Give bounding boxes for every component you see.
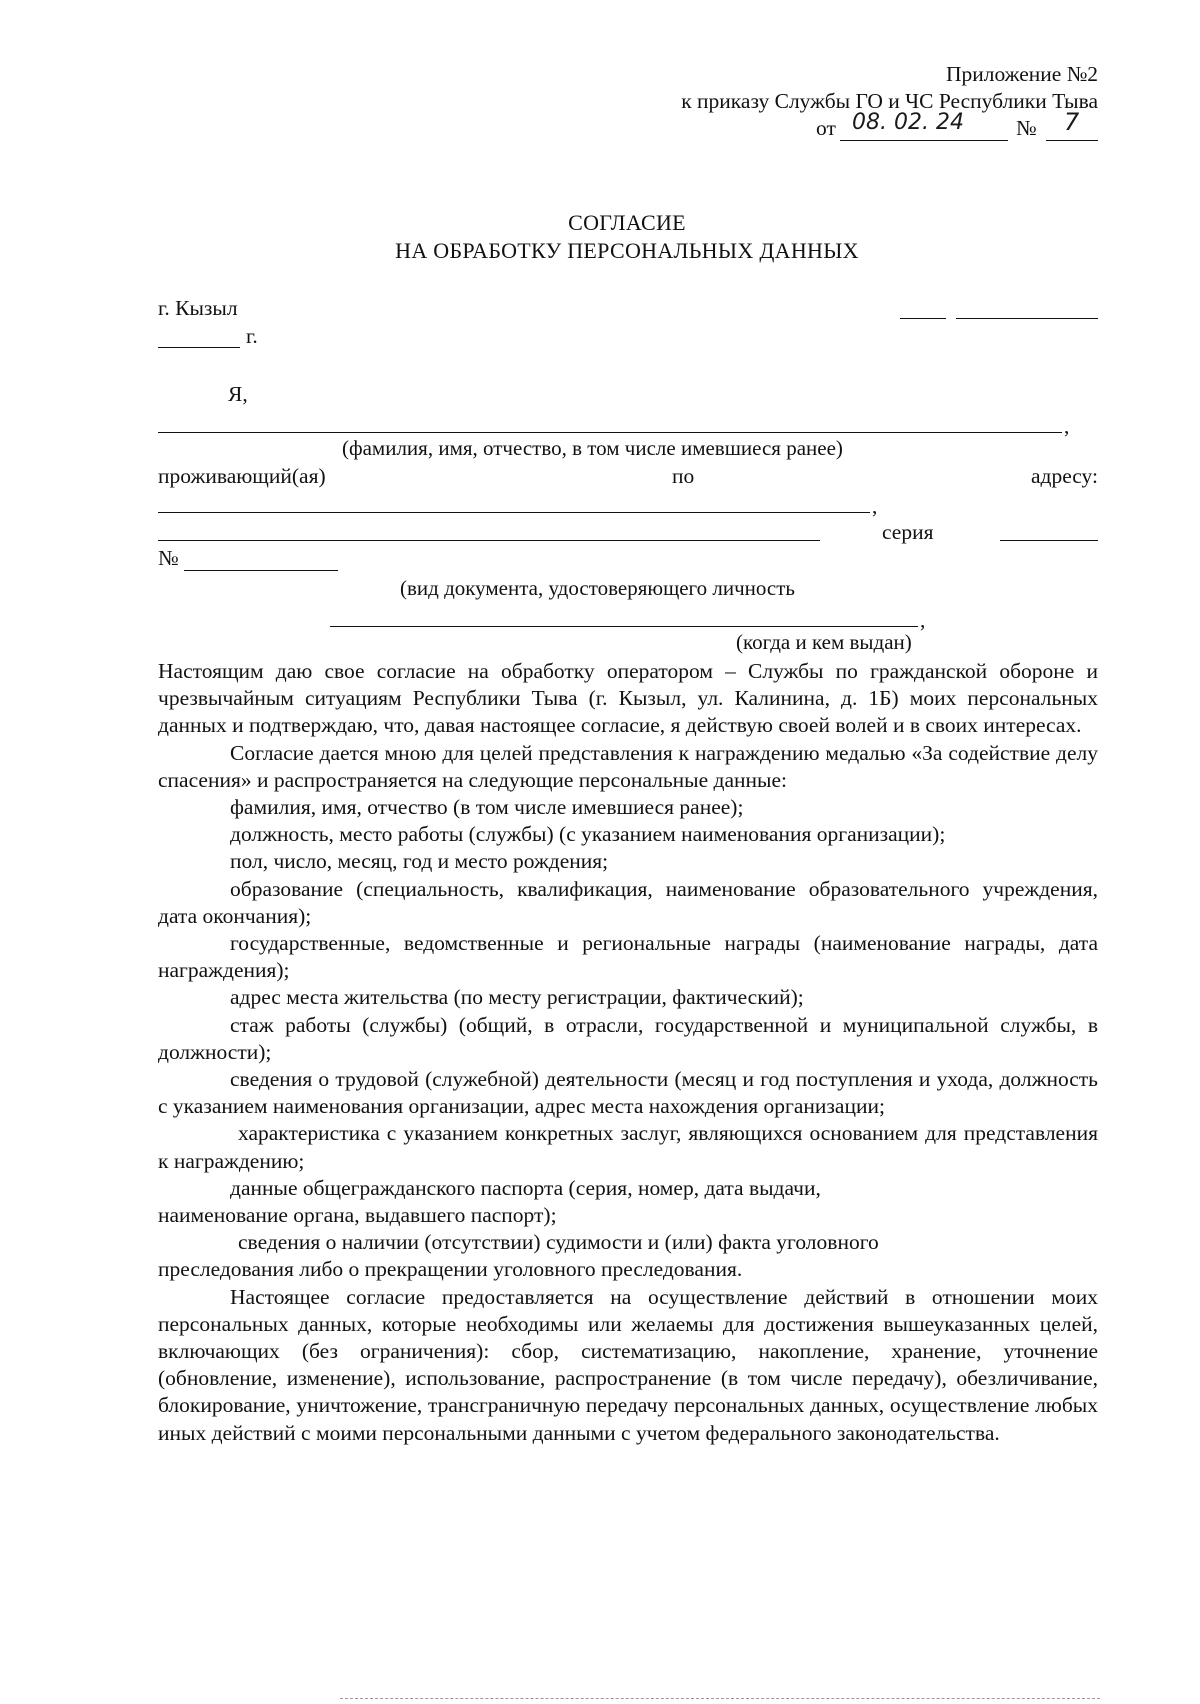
date-month-blank	[956, 318, 1098, 319]
list-item: данные общегражданского паспорта (серия, номер, дата выдачи,	[230, 1175, 821, 1200]
handwritten-number: 7	[1064, 108, 1080, 136]
list-item: стаж работы (службы) (общий, в отрасли, государственной и муниципальной службы, в должности);	[158, 1012, 1098, 1064]
full-name-blank	[158, 432, 1062, 433]
year-blank	[158, 347, 240, 348]
consent-paragraph-1: Настоящим даю свое согласие на обработку оператором – Службы по гражданской обороне и чрезвычайным ситуациям Республики Тыва (г. Кызыл, ул. Калинина, д. 1Б) моих персональных данных и подтверждаю, что, давая настоящее согласие, я действую своей волей и в своих интересах.	[158, 659, 1098, 738]
doc-number-label: №	[158, 546, 179, 570]
po-label: по	[672, 464, 695, 488]
city-label: г. Кызыл	[158, 296, 238, 320]
document-type-blank	[158, 540, 820, 541]
address-label: адресу:	[1030, 464, 1098, 488]
address-blank	[158, 512, 870, 513]
number-label: №	[1016, 116, 1037, 140]
list-item: образование (специальность, квалификация, наименование образовательного учреждения, дата окончания);	[158, 876, 1098, 928]
list-item: фамилия, имя, отчество (в том числе имевшиеся ранее);	[230, 795, 744, 820]
series-blank	[1000, 540, 1098, 541]
issued-blank	[330, 626, 918, 627]
list-item: должность, место работы (службы) (с указанием наименования организации);	[230, 822, 946, 847]
order-date-number	[816, 108, 1098, 144]
name-comma: ,	[1064, 414, 1070, 438]
date-day-blank	[900, 318, 946, 319]
list-item: сведения о наличии (отсутствии) судимости и (или) факта уголовного	[238, 1230, 879, 1255]
i-label: Я,	[228, 382, 248, 406]
list-item: государственные, ведомственные и региональные награды (наименование награды, дата награждения);	[158, 931, 1098, 983]
list-item: наименование органа, выдавшего паспорт);	[158, 1203, 557, 1228]
scan-bottom-edge	[340, 1698, 1100, 1699]
document-caption: (вид документа, удостоверяющего личность	[400, 576, 796, 600]
consent-paragraph-2: Согласие дается мною для целей представления к награждению медалью «За содействие делу спасения» и распространяется на следующие персональные данные:	[158, 740, 1098, 792]
consent-body	[158, 658, 1098, 1447]
address-comma: ,	[872, 494, 878, 518]
document-subtitle: НА ОБРАБОТКУ ПЕРСОНАЛЬНЫХ ДАННЫХ	[395, 238, 859, 263]
list-item: характеристика с указанием конкретных заслуг, являющихся основанием для представления к награждению;	[158, 1121, 1098, 1173]
consent-paragraph-3: Настоящее согласие предоставляется на осуществление действий в отношении моих персональных данных, которые необходимы или желаемы для достижения вышеуказанных целей, включающих (без ограничения): сбор, систематизацию, накопление, хранение, уточнение (обновление, изменение), использование, распространение (в том числе передачу), обезличивание, блокирование, уничтожение, трансграничную передачу персональных данных, осуществление любых иных действий с моими персональными данными с учетом федерального законодательства.	[158, 1284, 1098, 1445]
list-item: пол, число, месяц, год и место рождения;	[230, 849, 609, 874]
issued-comma: ,	[920, 608, 926, 632]
list-item: преследования либо о прекращении уголовного преследования.	[158, 1257, 743, 1282]
handwritten-date: 08. 02. 24	[852, 110, 964, 135]
list-item: адрес места жительства (по месту регистрации, фактический);	[230, 985, 804, 1010]
from-label: от	[816, 116, 836, 140]
document-title: СОГЛАСИЕ	[568, 210, 686, 235]
series-label: серия	[882, 520, 934, 544]
residing-label: проживающий(ая)	[158, 464, 326, 488]
date-underline	[840, 140, 1008, 141]
list-item: сведения о трудовой (служебной) деятельности (месяц и год поступления и ухода, должность с указанием наименования организации, адрес места нахождения организации;	[158, 1067, 1098, 1119]
order-reference: к приказу Службы ГО и ЧС Республики Тыва	[681, 89, 1098, 113]
number-underline	[1046, 140, 1098, 141]
year-suffix: г.	[246, 324, 258, 348]
doc-number-blank	[184, 570, 338, 571]
issued-caption: (когда и кем выдан)	[736, 630, 912, 654]
name-caption: (фамилия, имя, отчество, в том числе имевшиеся ранее)	[342, 436, 843, 460]
appendix-number: Приложение №2	[945, 62, 1098, 86]
